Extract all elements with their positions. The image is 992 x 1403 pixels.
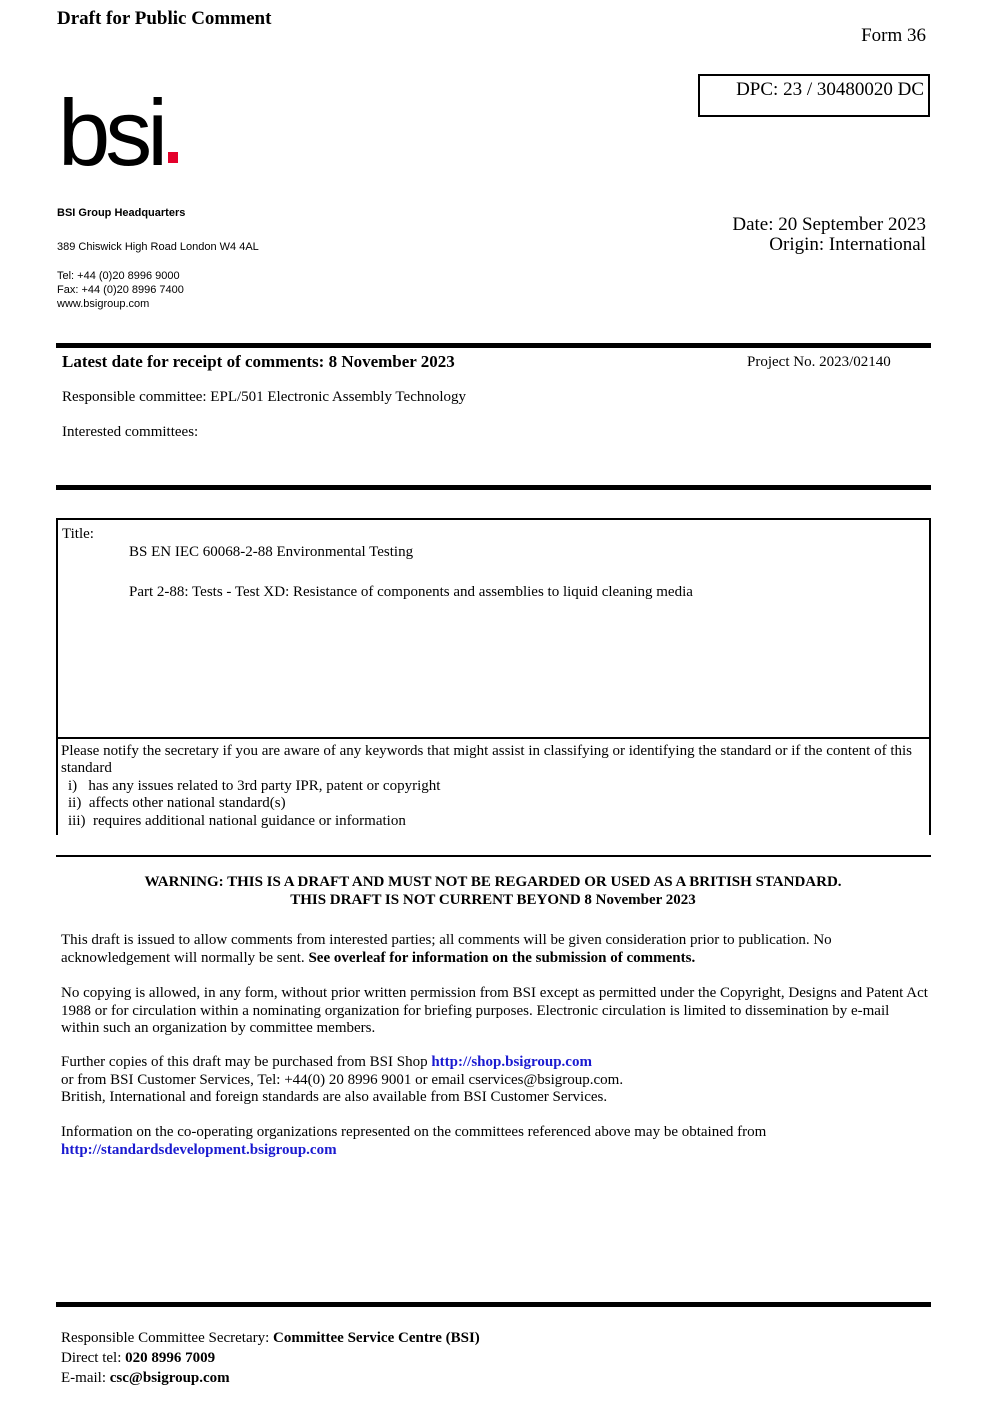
secretary-value: Committee Service Centre (BSI): [273, 1330, 480, 1346]
dpc-reference-box: [698, 74, 930, 117]
email: [61, 1370, 230, 1387]
notify-item: iii) requires additional national guidance or information: [68, 813, 406, 829]
paragraph-text: This draft is issued to allow comments from interested parties; all comments will be given consideration prior to publication. No acknowledgement will normally be sent.: [61, 932, 832, 966]
email-value[interactable]: csc@bsigroup.com: [109, 1370, 230, 1386]
hq-web[interactable]: www.bsigroup.com: [57, 298, 150, 310]
paragraph-text: British, International and foreign standards are also available from BSI Customer Services.: [61, 1089, 608, 1105]
standards-development-link[interactable]: http://standardsdevelopment.bsigroup.com: [61, 1141, 337, 1158]
divider: [56, 1302, 931, 1307]
form-number: Form 36: [861, 25, 926, 46]
warning-line: WARNING: THIS IS A DRAFT AND MUST NOT BE REGARDED OR USED AS A BRITISH STANDARD.: [144, 874, 842, 890]
paragraph-bold-note: See overleaf for information on the submission of comments.: [308, 949, 696, 966]
dpc-reference: DPC: 23 / 30480020 DC: [736, 79, 924, 100]
paragraph-copies: [61, 1054, 931, 1107]
paragraph-text: or from BSI Customer Services, Tel: +44(0) 20 8996 9001 or email cservices@bsigroup.com.: [61, 1071, 624, 1088]
shop-link[interactable]: http://shop.bsigroup.com: [431, 1054, 592, 1070]
direct-tel: [61, 1350, 215, 1367]
origin-line: Origin: International: [769, 234, 926, 255]
divider: [56, 855, 931, 857]
paragraph-organizations: [61, 1124, 931, 1159]
divider: [56, 343, 931, 348]
email-label: E-mail:: [61, 1370, 110, 1386]
project-number: Project No. 2023/02140: [747, 354, 891, 370]
hq-address: 389 Chiswick High Road London W4 4AL: [57, 241, 259, 253]
bsi-logo-dot: [168, 152, 178, 163]
paragraph-text: No copying is allowed, in any form, without prior written permission from BSI except as permitted under the Copyright, Designs and Patent Act 1988 or for circulation within a nominating organization for briefing purposes. Electronic circulation is limited to dissemination by e-mail within such an organization by committee members.: [61, 985, 928, 1036]
standard-title: BS EN IEC 60068-2-88 Environmental Testing: [129, 544, 414, 560]
responsible-committee: Responsible committee: EPL/501 Electronic Assembly Technology: [62, 389, 467, 405]
notify-text: Please notify the secretary if you are aware of any keywords that might assist in classifying or identifying the standard or if the content of this standard: [61, 743, 913, 776]
paragraph-copyright: [61, 985, 931, 1038]
direct-tel-label: Direct tel:: [61, 1350, 126, 1366]
bsi-logo: [58, 82, 188, 172]
notify-item: i) has any issues related to 3rd party IPR, patent or copyright: [68, 778, 441, 794]
direct-tel-value: 020 8996 7009: [125, 1350, 216, 1366]
date-line: Date: 20 September 2023: [732, 214, 926, 235]
bsi-logo-text: bsi: [58, 82, 164, 172]
divider: [56, 485, 931, 490]
secretary-label: Responsible Committee Secretary:: [61, 1330, 274, 1346]
paragraph-text: Information on the co-operating organizations represented on the committees referenced above may be obtained from: [61, 1124, 767, 1140]
title-label: Title:: [62, 526, 94, 542]
interested-committees: Interested committees:: [62, 424, 199, 440]
notify-item: ii) affects other national standard(s): [68, 795, 286, 811]
warning-line: THIS DRAFT IS NOT CURRENT BEYOND 8 November 2023: [290, 892, 696, 908]
standard-subtitle: Part 2-88: Tests - Test XD: Resistance of components and assemblies to liquid cleaning media: [129, 584, 693, 600]
hq-fax: Fax: +44 (0)20 8996 7400: [57, 284, 184, 296]
hq-tel: Tel: +44 (0)20 8996 9000: [57, 270, 180, 282]
paragraph-issue: [61, 932, 931, 967]
draft-heading: Draft for Public Comment: [57, 8, 272, 29]
latest-comment-date: Latest date for receipt of comments: 8 November 2023: [62, 352, 455, 371]
paragraph-text: Further copies of this draft may be purchased from BSI Shop: [61, 1054, 432, 1070]
committee-secretary: [61, 1330, 480, 1347]
hq-title: BSI Group Headquarters: [57, 207, 186, 219]
